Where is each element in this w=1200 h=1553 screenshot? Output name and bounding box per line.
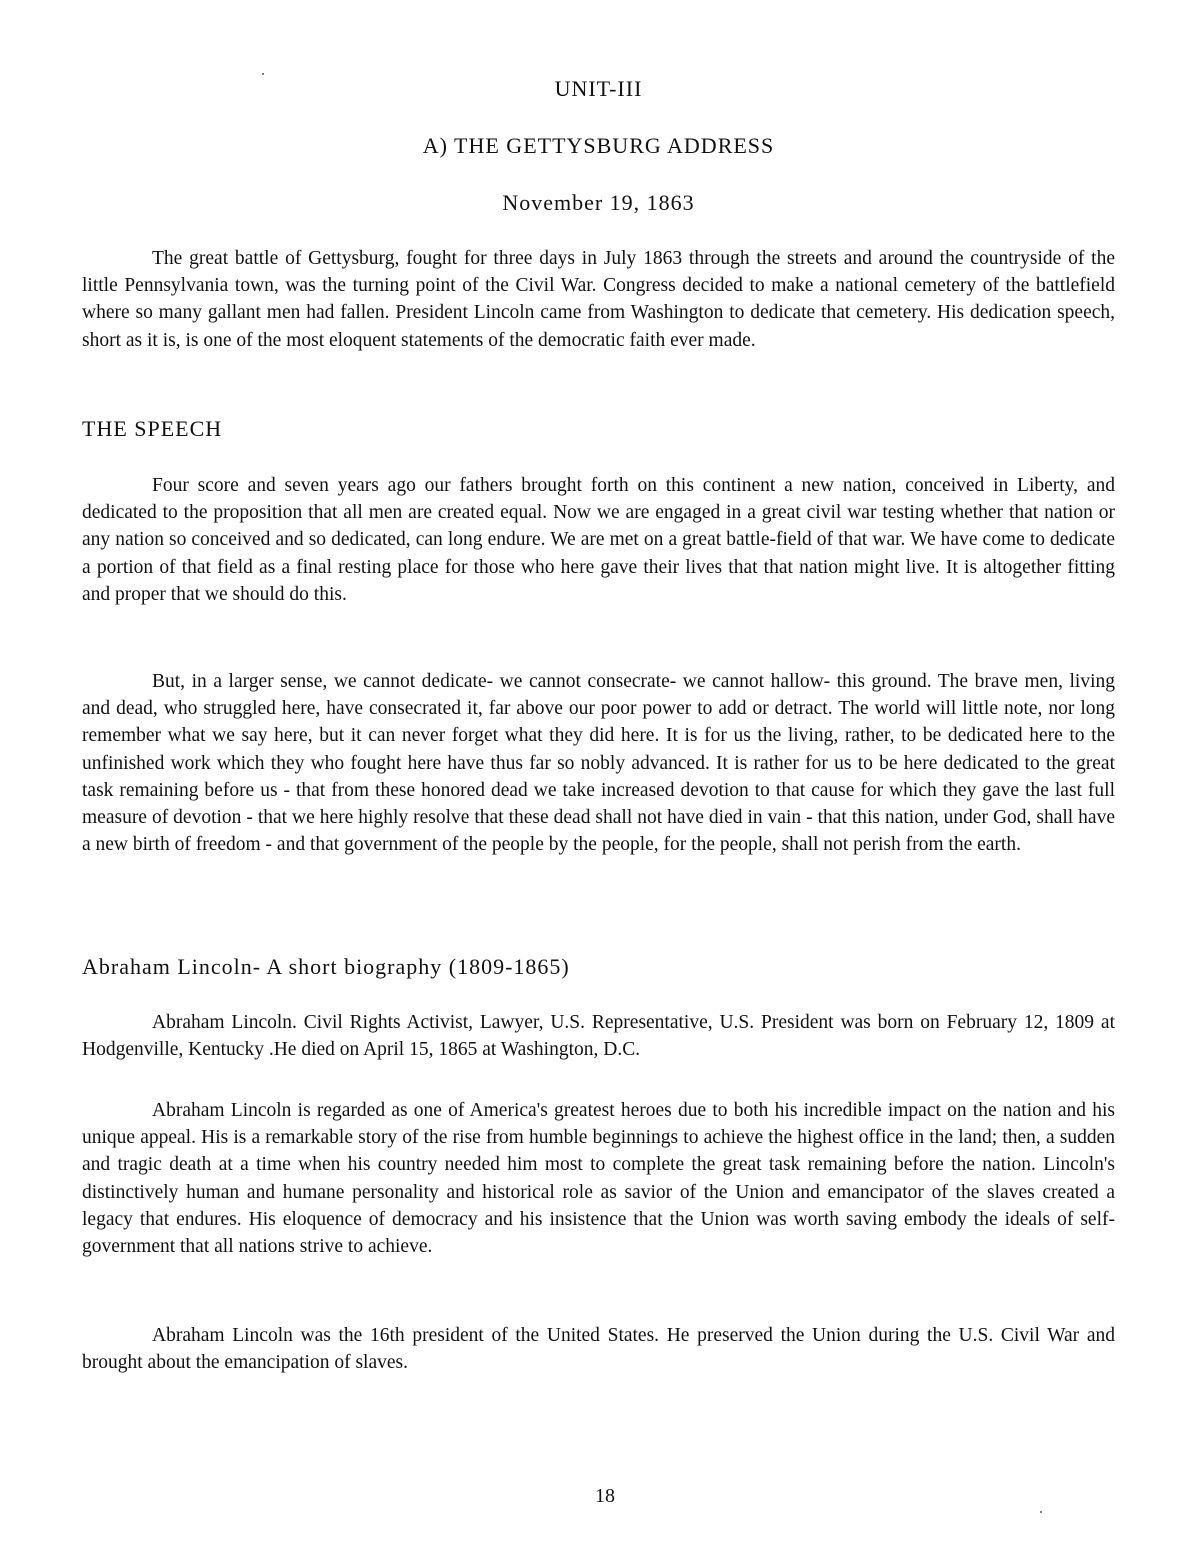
page-number: 18: [595, 1485, 615, 1507]
document-page: [82, 0, 1115, 1553]
unit-heading: UNIT-III: [554, 76, 643, 101]
biography-paragraph-2: Abraham Lincoln is regarded as one of America's greatest heroes due to both his incredible impact on the nation and his unique appeal. His is a remarkable story of the rise from humble beginnings to achieve the highest office in the land; then, a sudden and tragic death at a time when his country needed him most to complete the great task remaining before the nation. Lincoln's distinctively human and humane personality and historical role as savior of the Union and emancipator of the slaves created a legacy that endures. His eloquence of democracy and his insistence that the Union was worth saving embody the ideals of self-government that all nations strive to achieve.: [82, 1100, 1115, 1258]
date-line: November 19, 1863: [502, 190, 695, 215]
speech-heading: THE SPEECH: [82, 416, 223, 441]
biography-paragraph-3: Abraham Lincoln was the 16th president of the United States. He preserved the Union during the U.S. Civil War and brought about the emancipation of slaves.: [82, 1325, 1115, 1374]
title-heading: A) THE GETTYSBURG ADDRESS: [422, 133, 775, 158]
scan-speck: [262, 73, 264, 75]
intro-paragraph: The great battle of Gettysburg, fought for three days in July 1863 through the streets and around the countryside of the little Pennsylvania town, was the turning point of the Civil War. Congress decided to make a national cemetery of the battlefield where so many gallant men had fallen. President Lincoln came from Washington to dedicate that cemetery. His dedication speech, short as it is, is one of the most eloquent statements of the democratic faith ever made.: [82, 248, 1115, 351]
speech-paragraph-1: Four score and seven years ago our fathers brought forth on this continent a new nation, conceived in Liberty, and dedicated to the proposition that all men are created equal. Now we are engaged in a great civil war testing whether that nation or any nation so conceived and so dedicated, can long endure. We are met on a great battle-field of that war. We have come to dedicate a portion of that field as a final resting place for those who here gave their lives that that nation might live. It is altogether fitting and proper that we should do this.: [82, 475, 1115, 605]
speech-paragraph-2: But, in a larger sense, we cannot dedicate- we cannot consecrate- we cannot hallow- this ground. The brave men, living and dead, who struggled here, have consecrated it, far above our poor power to add or detract. The world will little note, nor long remember what we say here, but it can never forget what they did here. It is for us the living, rather, to be dedicated here to the unfinished work which they who fought here have thus far so nobly advanced. It is rather for us to be here dedicated to the great task remaining before us - that from these honored dead we take increased devotion to that cause for which they gave the last full measure of devotion - that we here highly resolve that these dead shall not have died in vain - that this nation, under God, shall have a new birth of freedom - and that government of the people by the people, for the people, shall not perish from the earth.: [82, 671, 1115, 856]
scan-speck: [1040, 1511, 1042, 1513]
biography-paragraph-1: Abraham Lincoln. Civil Rights Activist, Lawyer, U.S. Representative, U.S. President was born on February 12, 1809 at Hodgenville, Kentucky .He died on April 15, 1865 at Washington, D.C.: [82, 1012, 1115, 1061]
biography-heading: Abraham Lincoln- A short biography (1809-1865): [82, 954, 570, 979]
